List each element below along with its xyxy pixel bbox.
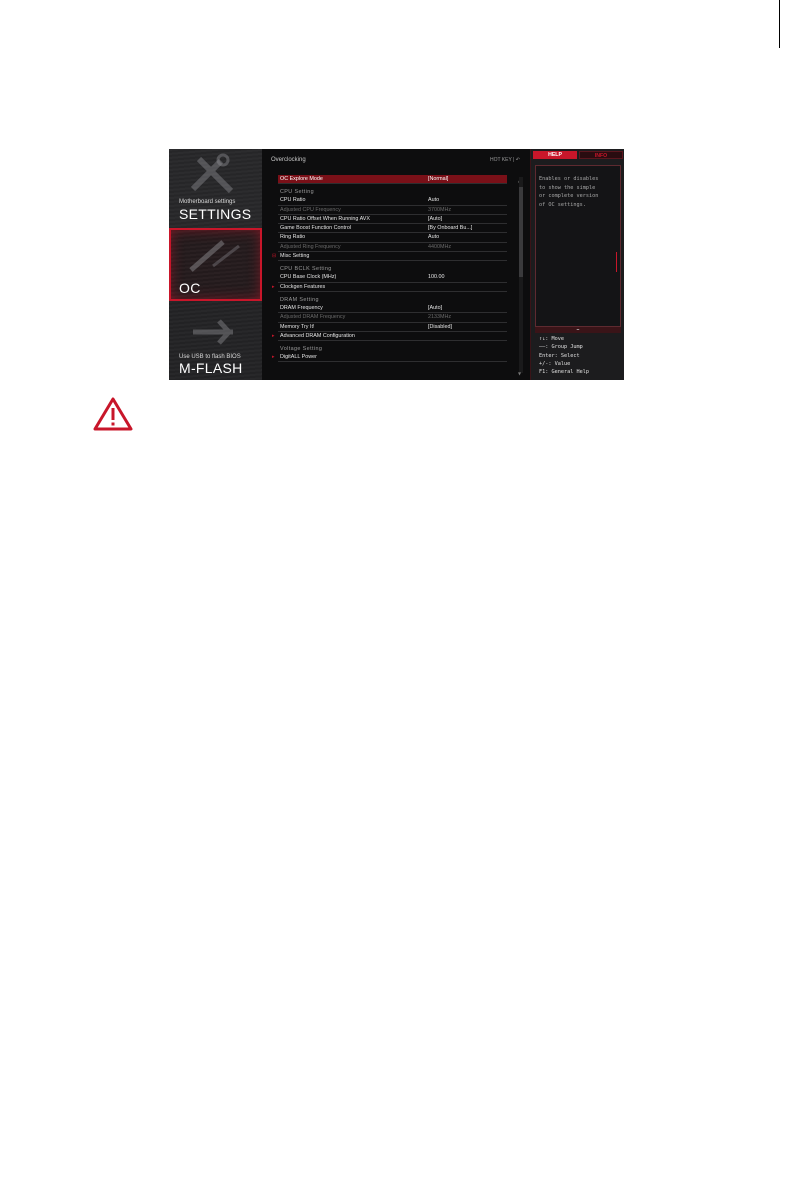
nav-oc[interactable] <box>169 228 262 301</box>
setting-value: 2133MHz <box>428 314 452 321</box>
settings-row[interactable] <box>278 273 507 282</box>
settings-row[interactable] <box>278 175 507 184</box>
nav-mflash-subtitle: Use USB to flash BIOS <box>179 354 241 360</box>
submenu-row[interactable] <box>272 332 507 341</box>
help-box-edge <box>616 252 621 272</box>
setting-value[interactable]: Auto <box>428 197 440 204</box>
scrollbar-thumb[interactable] <box>519 187 523 277</box>
setting-label: Memory Try It! <box>280 323 315 330</box>
setting-label: Misc Setting <box>280 253 310 260</box>
help-description: Enables or disables to show the simple or complete version of OC settings. <box>539 176 599 209</box>
submenu-arrow-icon: ▸ <box>272 283 275 290</box>
setting-value[interactable]: 100.00 <box>428 274 445 281</box>
bios-nav <box>169 149 262 380</box>
help-panel <box>530 149 624 380</box>
setting-label: Adjusted DRAM Frequency <box>280 314 346 321</box>
help-collapse-icon[interactable]: ═ <box>535 327 621 333</box>
setting-label: CPU Ratio <box>280 197 306 204</box>
section-header <box>278 345 507 353</box>
submenu-row[interactable] <box>272 252 507 261</box>
setting-label: CPU Ratio Offset When Running AVX <box>280 215 370 222</box>
scroll-down-icon[interactable]: ▼ <box>518 371 522 376</box>
readonly-row <box>278 243 507 252</box>
key-legend-item: F1: General Help <box>539 369 589 376</box>
setting-value[interactable]: [Disabled] <box>428 323 452 330</box>
submenu-arrow-icon: ▸ <box>272 332 275 339</box>
settings-row[interactable] <box>278 323 507 332</box>
settings-row[interactable] <box>278 196 507 205</box>
settings-row[interactable] <box>278 215 507 224</box>
setting-value[interactable]: [Normal] <box>428 176 449 182</box>
key-legend-item: ——: Group Jump <box>539 344 583 351</box>
key-legend-item: +/-: Value <box>539 360 571 367</box>
nav-settings-title: SETTINGS <box>179 206 252 222</box>
hotkey-back[interactable]: HOT KEY | ↶ <box>489 157 520 163</box>
section-header <box>278 296 507 304</box>
overclock-wrench-icon <box>183 236 247 276</box>
setting-value[interactable]: [Auto] <box>428 304 443 311</box>
nav-settings[interactable] <box>169 149 262 228</box>
settings-row[interactable] <box>278 233 507 242</box>
setting-label: Ring Ratio <box>280 234 306 241</box>
readonly-row <box>278 313 507 322</box>
setting-label: OC Explore Mode <box>280 176 323 182</box>
setting-label: Advanced DRAM Configuration <box>280 332 355 339</box>
setting-label: CPU Base Clock (MHz) <box>280 274 337 281</box>
page-edge-line <box>779 0 780 48</box>
section-header <box>278 188 507 196</box>
setting-value: 4400MHz <box>428 243 452 250</box>
setting-label: CPU Setting <box>280 189 315 196</box>
key-legend-item: Enter: Select <box>539 352 580 359</box>
nav-oc-title: OC <box>179 280 201 296</box>
submenu-arrow-icon: ▸ <box>272 354 275 361</box>
setting-value[interactable]: Auto <box>428 234 440 241</box>
help-text-box <box>535 165 621 327</box>
setting-label: DigitALL Power <box>280 354 317 361</box>
tab-info[interactable]: INFO <box>579 151 623 159</box>
settings-row[interactable] <box>278 224 507 233</box>
usb-icon <box>189 315 245 349</box>
bios-screen <box>169 149 624 380</box>
section-header <box>278 265 507 273</box>
setting-label: Adjusted Ring Frequency <box>280 243 341 250</box>
setting-label: Adjusted CPU Frequency <box>280 206 341 213</box>
warning-triangle-icon <box>92 396 134 432</box>
tab-help[interactable]: HELP <box>533 151 577 159</box>
scrollbar[interactable] <box>519 177 523 373</box>
setting-value: 3700MHz <box>428 206 452 213</box>
nav-mflash[interactable] <box>169 301 262 380</box>
key-legend-item: ↑↓: Move <box>539 336 564 342</box>
settings-panel <box>262 149 530 380</box>
readonly-row <box>278 206 507 215</box>
setting-label: Voltage Setting <box>280 346 323 353</box>
help-tabs <box>533 151 623 160</box>
tools-icon <box>187 153 243 195</box>
page-title: Overclocking <box>271 157 306 163</box>
setting-label: Game Boost Function Control <box>280 225 352 232</box>
setting-value[interactable]: [By Onboard Bu...] <box>428 225 473 232</box>
submenu-row[interactable] <box>272 283 507 292</box>
settings-list <box>272 175 507 362</box>
setting-label: DRAM Frequency <box>280 304 323 311</box>
setting-label: Clockgen Features <box>280 283 326 290</box>
key-legend <box>539 335 623 376</box>
settings-row[interactable] <box>278 304 507 313</box>
submenu-arrow-icon: ⊟ <box>272 253 277 260</box>
setting-value[interactable]: [Auto] <box>428 215 443 222</box>
submenu-row[interactable] <box>272 353 507 362</box>
setting-label: CPU BCLK Setting <box>280 266 332 273</box>
nav-settings-subtitle: Motherboard settings <box>179 199 236 205</box>
setting-label: DRAM Setting <box>280 296 319 303</box>
nav-mflash-title: M-FLASH <box>179 360 243 376</box>
